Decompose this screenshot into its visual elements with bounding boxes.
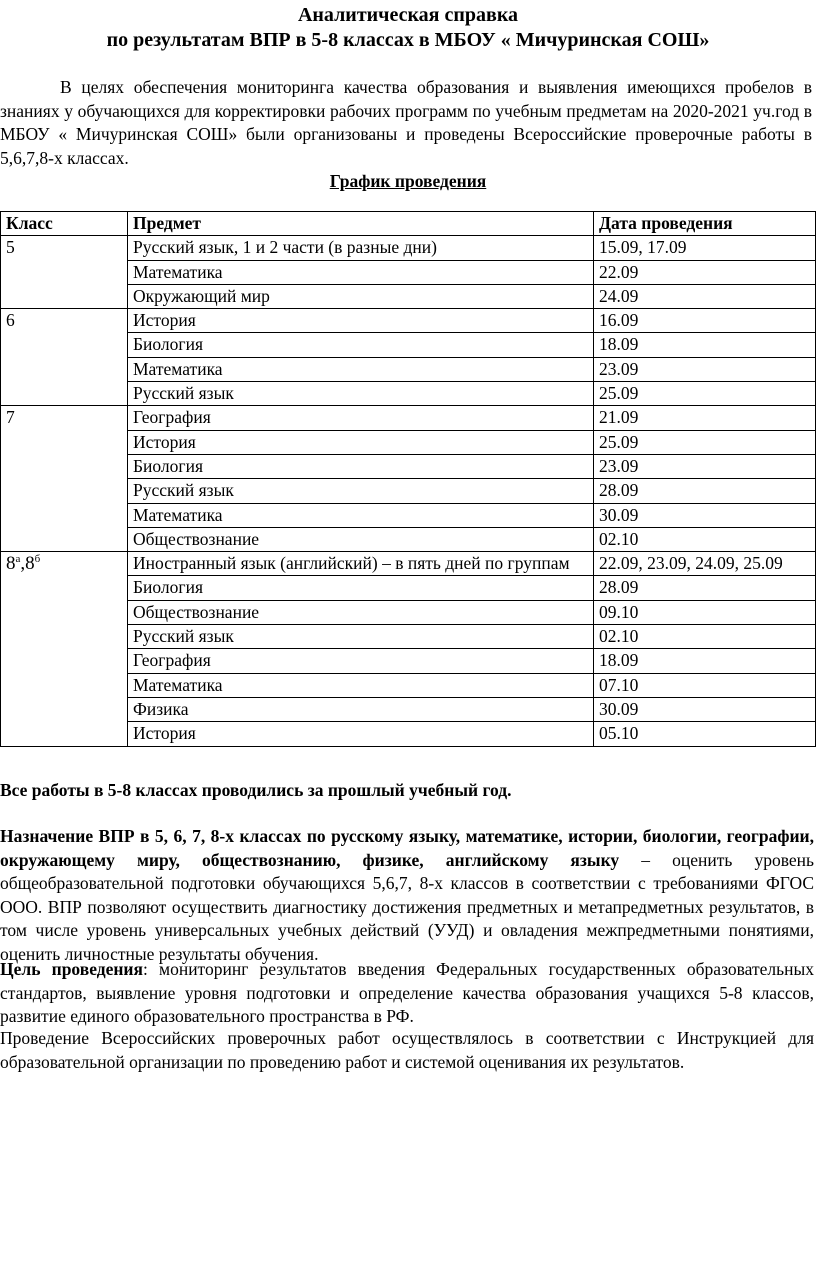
date-cell: 07.10 bbox=[594, 673, 816, 697]
goal-lead: Цель проведения bbox=[0, 959, 143, 979]
schedule-heading: График проведения bbox=[329, 171, 487, 191]
subject-cell: Математика bbox=[128, 260, 594, 284]
subject-cell: Русский язык, 1 и 2 части (в разные дни) bbox=[128, 236, 594, 260]
subject-cell: Окружающий мир bbox=[128, 284, 594, 308]
table-row bbox=[1, 552, 816, 576]
document-subtitle: по результатам ВПР в 5-8 классах в МБОУ « Мичуринская СОШ» bbox=[106, 29, 710, 51]
subject-cell: Биология bbox=[128, 576, 594, 600]
note-paragraph: Все работы в 5-8 классах проводились за прошлый учебный год. bbox=[0, 780, 512, 800]
purpose-paragraph bbox=[0, 825, 814, 966]
class-letter-b: б bbox=[34, 553, 41, 566]
subject-cell: Русский язык bbox=[128, 382, 594, 406]
date-cell: 25.09 bbox=[594, 430, 816, 454]
date-cell: 05.10 bbox=[594, 722, 816, 746]
subject-cell: Русский язык bbox=[128, 479, 594, 503]
table-row bbox=[1, 309, 816, 333]
subject-cell: Математика bbox=[128, 673, 594, 697]
date-cell: 15.09, 17.09 bbox=[594, 236, 816, 260]
conduct-paragraph: Проведение Всероссийских проверочных работ осуществлялось в соответствии с Инструкцией для образовательной организации по проведению работ и системой оценивания их результатов. bbox=[0, 1028, 814, 1072]
header-subject: Предмет bbox=[128, 212, 594, 236]
subject-cell: Русский язык bbox=[128, 625, 594, 649]
subject-cell: История bbox=[128, 309, 594, 333]
date-cell: 28.09 bbox=[594, 479, 816, 503]
date-cell: 30.09 bbox=[594, 697, 816, 721]
class-letter-a: а bbox=[15, 553, 21, 566]
date-cell: 23.09 bbox=[594, 454, 816, 478]
class-cell bbox=[1, 552, 128, 746]
subject-cell: География bbox=[128, 406, 594, 430]
class-number: 8 bbox=[6, 553, 16, 575]
schedule-table bbox=[0, 211, 816, 747]
purpose-text: – оценить уровень общеобразовательной подготовки обучающихся 5,6,7, 8-х классов в соответствии с требованиями ФГОС ООО. ВПР позволяют осуществить диагностику достижения предметных и метапредметных результатов, в том числе уровень универсальных учебных действий (УУД) и овладения межпредметными понятиями, оценить личностные результаты обучения. bbox=[0, 849, 814, 964]
purpose-lead: Назначение ВПР в 5, 6, 7, 8-х классах по русскому языку, математике, истории, биологии, географии, окружающему миру, обществознанию, физике, английскому языку bbox=[0, 826, 814, 870]
subject-cell: Физика bbox=[128, 697, 594, 721]
date-cell: 16.09 bbox=[594, 309, 816, 333]
date-cell: 22.09, 23.09, 24.09, 25.09 bbox=[594, 552, 816, 576]
subject-cell: История bbox=[128, 722, 594, 746]
subject-cell: Математика bbox=[128, 503, 594, 527]
date-cell: 02.10 bbox=[594, 527, 816, 551]
date-cell: 21.09 bbox=[594, 406, 816, 430]
class-cell: 6 bbox=[1, 309, 128, 406]
header-date: Дата проведения bbox=[594, 212, 816, 236]
subject-cell: Иностранный язык (английский) – в пять дней по группам bbox=[128, 552, 594, 576]
class-separator: , bbox=[20, 553, 26, 575]
class-number: 8 bbox=[25, 553, 35, 575]
class-cell: 5 bbox=[1, 236, 128, 309]
subject-cell: Биология bbox=[128, 333, 594, 357]
date-cell: 25.09 bbox=[594, 382, 816, 406]
table-row bbox=[1, 406, 816, 430]
date-cell: 30.09 bbox=[594, 503, 816, 527]
date-cell: 09.10 bbox=[594, 600, 816, 624]
date-cell: 22.09 bbox=[594, 260, 816, 284]
table-row bbox=[1, 236, 816, 260]
date-cell: 02.10 bbox=[594, 625, 816, 649]
intro-paragraph: В целях обеспечения мониторинга качества образования и выявления имеющихся пробелов в знаниях у обучающихся для корректировки рабочих программ по учебным предметам на 2020-2021 уч.год в МБОУ « Мичуринская СОШ» были организованы и проведены Всероссийские проверочные работы в 5,6,7,8-х классах. bbox=[0, 77, 812, 168]
subject-cell: Обществознание bbox=[128, 527, 594, 551]
date-cell: 18.09 bbox=[594, 333, 816, 357]
goal-paragraph bbox=[0, 958, 814, 1029]
date-cell: 28.09 bbox=[594, 576, 816, 600]
subject-cell: География bbox=[128, 649, 594, 673]
class-cell: 7 bbox=[1, 406, 128, 552]
goal-text: : мониторинг результатов введения Федеральных государственных образовательных стандартов, выявление уровня подготовки и определение качества образования учащихся 5-8 классов, развитие единого образовательного пространства в РФ. bbox=[0, 959, 814, 1026]
date-cell: 18.09 bbox=[594, 649, 816, 673]
table-header-row bbox=[1, 212, 816, 236]
date-cell: 24.09 bbox=[594, 284, 816, 308]
subject-cell: Биология bbox=[128, 454, 594, 478]
date-cell: 23.09 bbox=[594, 357, 816, 381]
subject-cell: Математика bbox=[128, 357, 594, 381]
subject-cell: История bbox=[128, 430, 594, 454]
document-title: Аналитическая справка bbox=[297, 4, 519, 26]
subject-cell: Обществознание bbox=[128, 600, 594, 624]
header-class: Класс bbox=[1, 212, 128, 236]
